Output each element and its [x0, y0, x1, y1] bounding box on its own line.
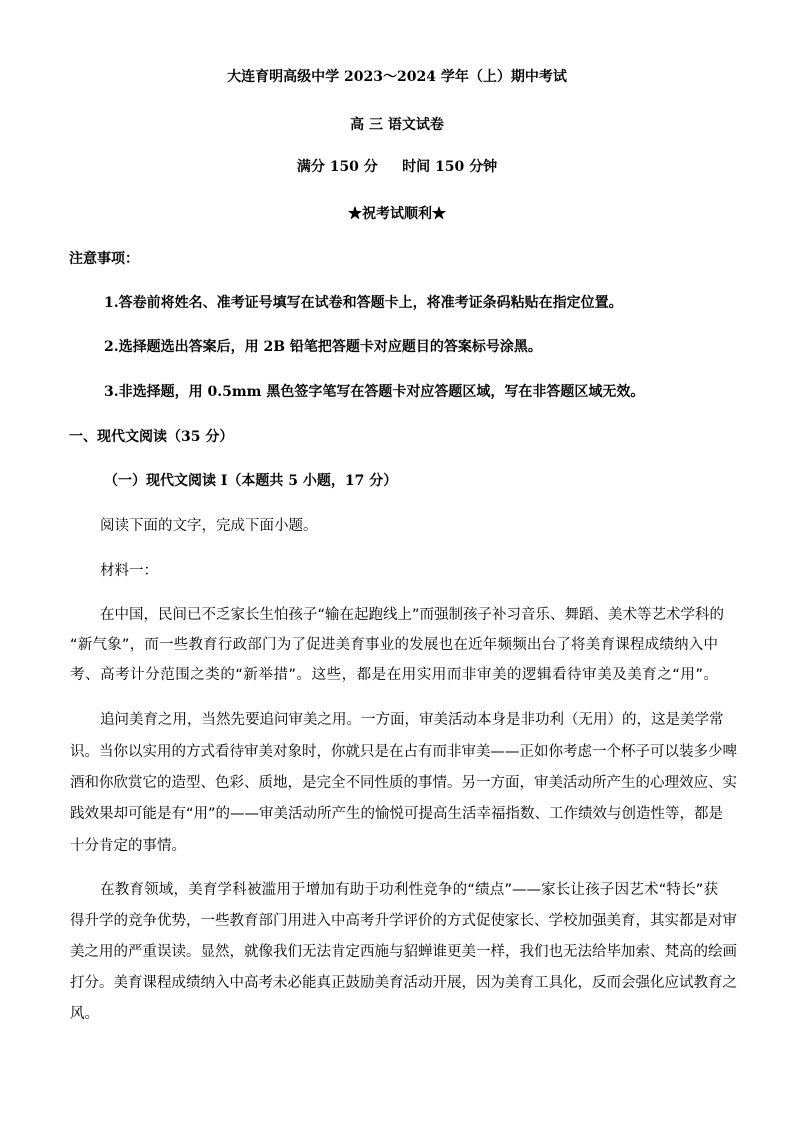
exam-subtitle: 高 三 语文试卷 [350, 117, 444, 133]
notice-item: 2.选择题选出答案后，用 2B 铅笔把答题卡对应题目的答案标号涂黑。 [104, 339, 542, 355]
material-label: 材料一： [100, 563, 158, 579]
passage-line: 酒和你欣赏它的造型、色彩、质地，是完全不同性质的事情。另一方面，审美活动所产生的心理效应、实 [70, 775, 737, 791]
exam-meta: 满分 150 分 时间 150 分钟 [296, 159, 498, 175]
section-heading: 一、现代文阅读（35 分） [69, 429, 234, 445]
passage-line: 打分。美育课程成绩纳入中高考未必能真正鼓励美育活动开展，因为美育工具化，反而会强化应试教育之 [70, 975, 737, 991]
instruction-text: 阅读下面的文字，完成下面小题。 [100, 518, 318, 534]
passage-line: 风。 [70, 1006, 99, 1022]
passage-line: 在教育领域，美育学科被滥用于增加有助于功利性竞争的“绩点”——家长让孩子因艺术“特长”获 [100, 882, 718, 898]
passage-line: 追问美育之用，当然先要追问审美之用。一方面，审美活动本身是非功利（无用）的，这是美学常 [100, 712, 724, 728]
passage-line: 美之用的严重误读。显然，就像我们无法肯定西施与貂蝉谁更美一样，我们也无法给毕加索、梵高的绘画 [70, 944, 737, 960]
exam-wish: ★祝考试顺利★ [348, 206, 446, 222]
sub-section-heading: （一）现代文阅读 I（本题共 5 小题，17 分） [104, 473, 398, 489]
passage-line: 得升学的竞争优势，一些教育部门用进入中高考升学评价的方式促使家长、学校加强美育，其实都是对审 [70, 913, 737, 929]
notice-item: 1.答卷前将姓名、准考证号填写在试卷和答题卡上，将准考证条码粘贴在指定位置。 [104, 295, 623, 311]
exam-title: 大连育明高级中学 2023～2024 学年（上）期中考试 [227, 69, 567, 85]
notice-item: 3.非选择题，用 0.5mm 黑色签字笔写在答题卡对应答题区域，写在非答题区域无效。 [104, 384, 645, 400]
notice-heading: 注意事项： [69, 251, 139, 267]
passage-line: 在中国，民间已不乏家长生怕孩子“输在起跑线上”而强制孩子补习音乐、舞蹈、美术等艺术学科的 [100, 607, 725, 623]
passage-line: 十分肯定的事情。 [70, 838, 186, 854]
passage-line: “新气象”，而一些教育行政部门为了促进美育事业的发展也在近年频频出台了将美育课程成绩纳入中 [70, 637, 718, 653]
passage-line: 考、高考计分范围之类的“新举措”。这些，都是在用实用而非审美的逻辑看待审美及美育之“用”。 [70, 667, 718, 683]
passage-line: 践效果却可能是有“用”的——审美活动所产生的愉悦可提高生活幸福指数、工作绩效与创造性等，都是 [70, 806, 724, 822]
passage-line: 识。当你以实用的方式看待审美对象时，你就只是在占有而非审美——正如你考虑一个杯子可以装多少啤 [70, 744, 737, 760]
